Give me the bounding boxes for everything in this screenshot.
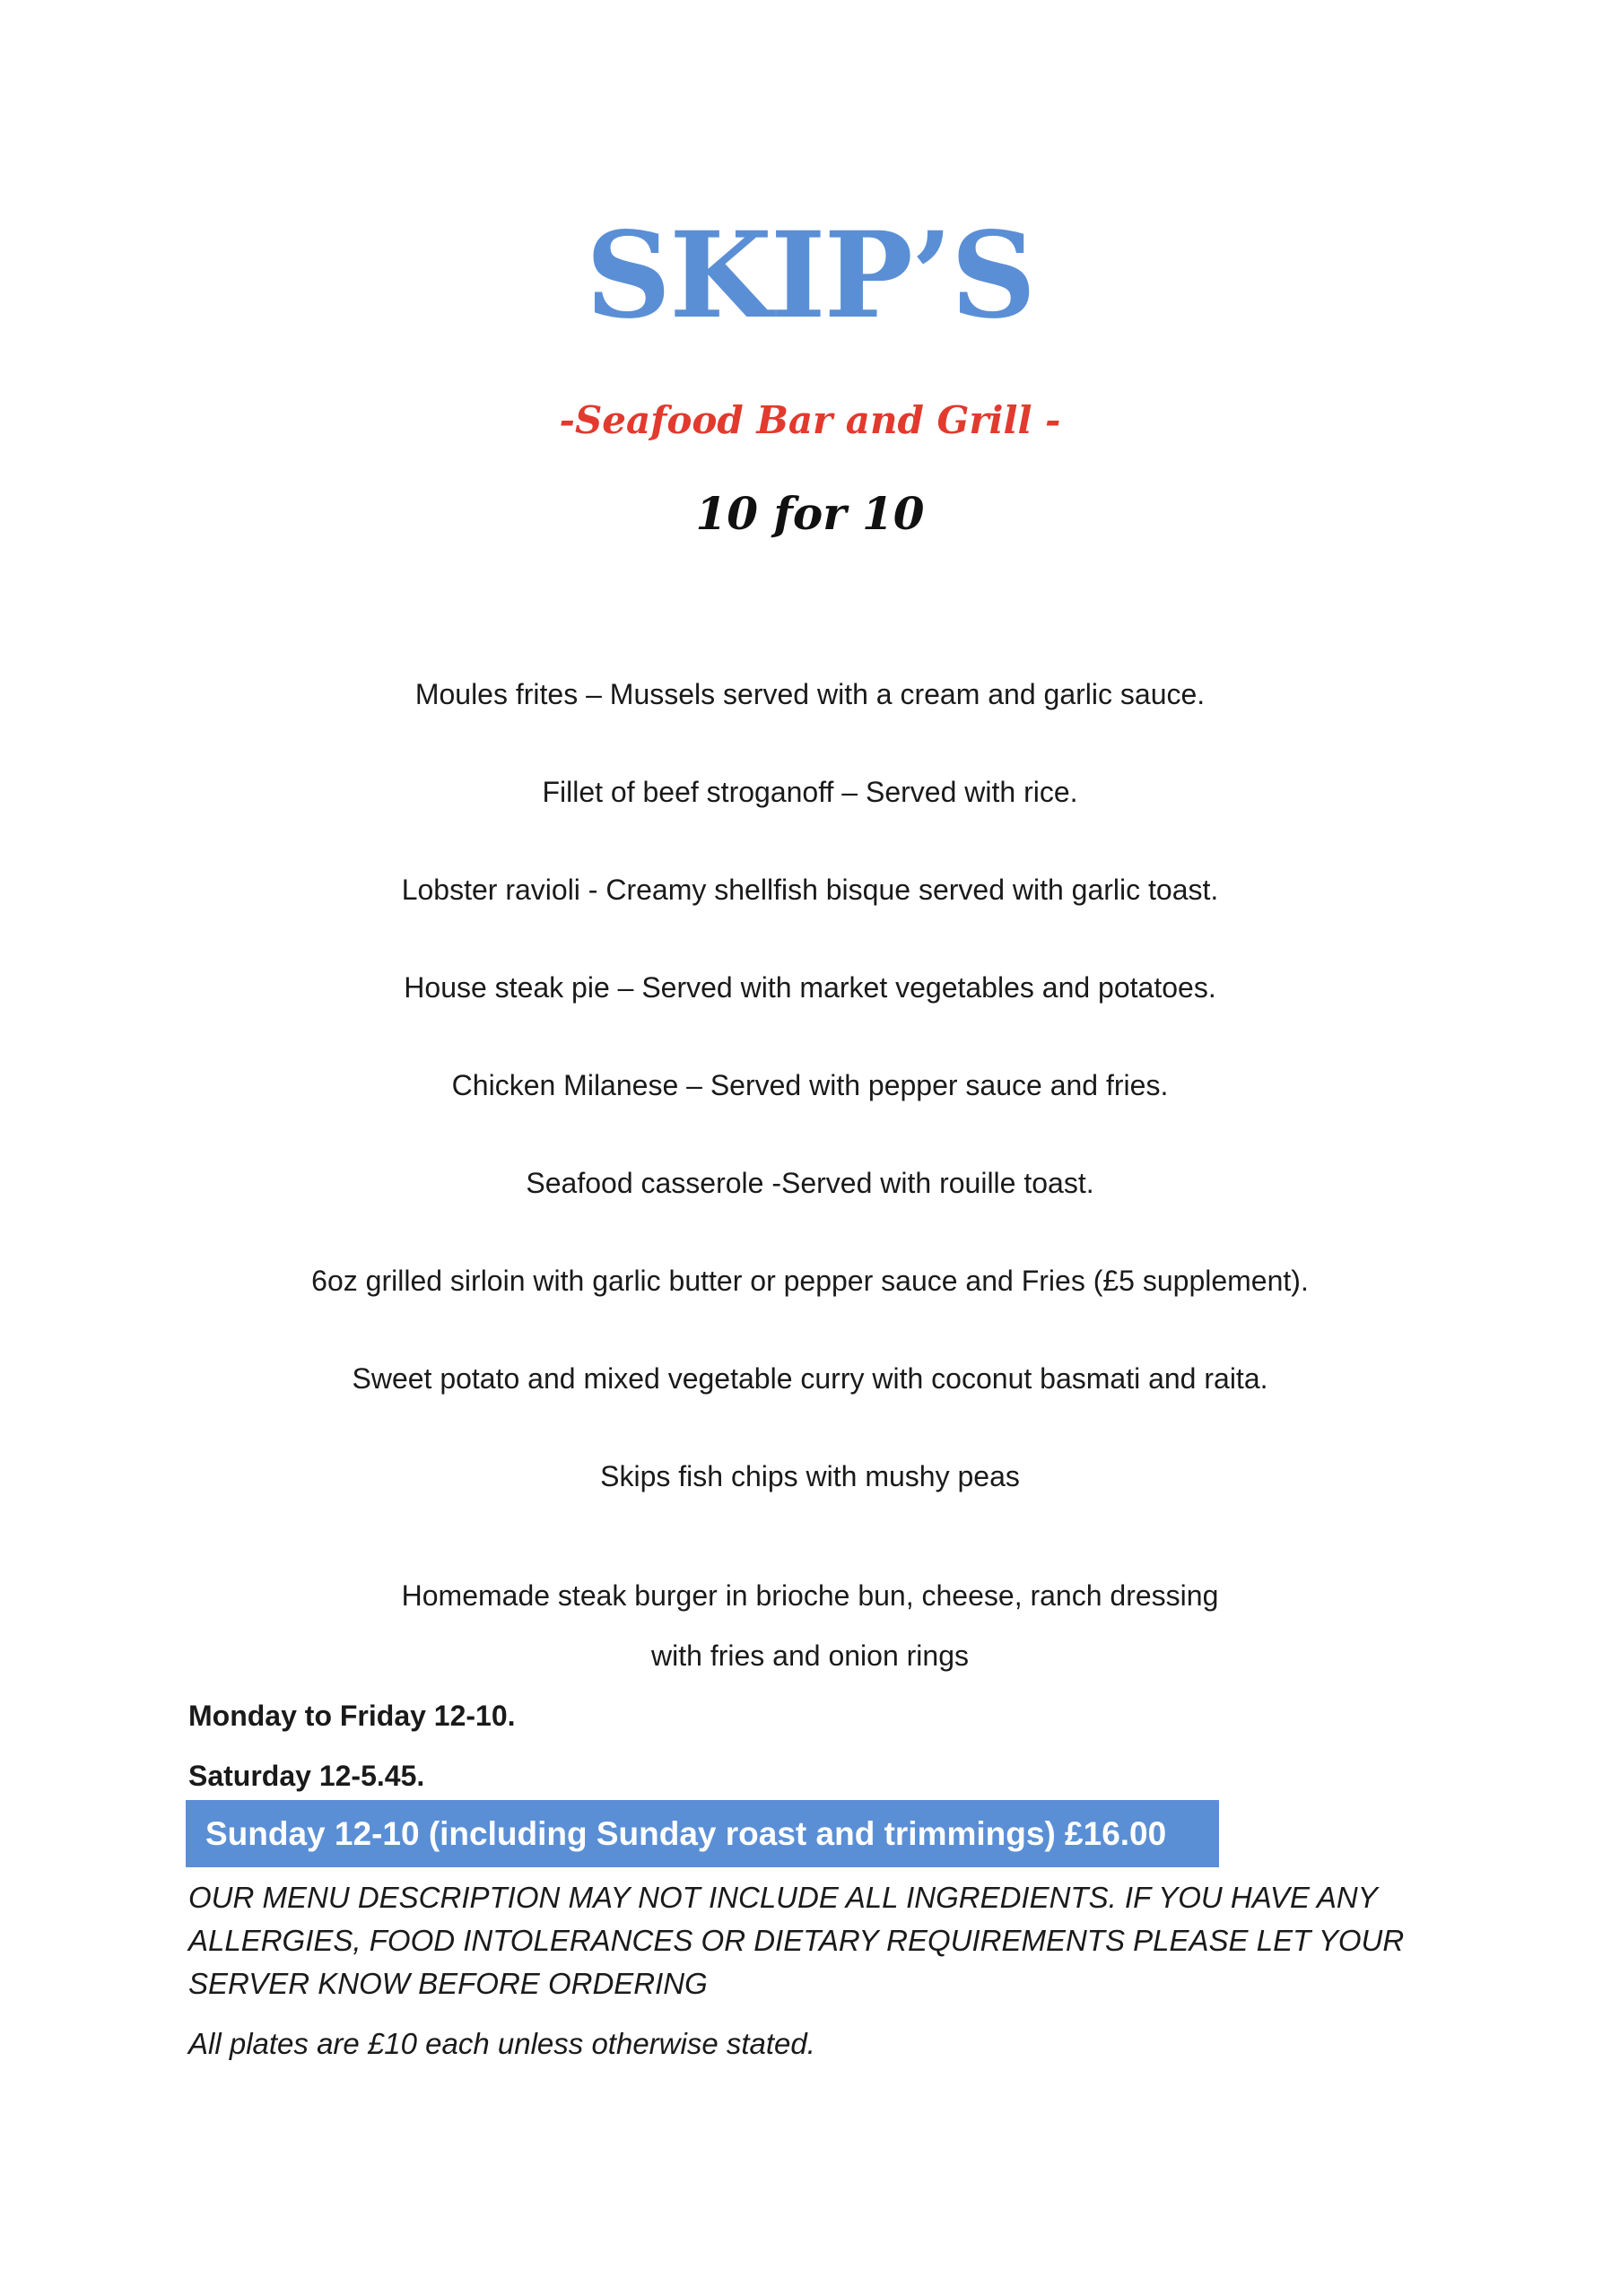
menu-item-moules-frites: Moules frites – Mussels served with a cream and garlic sauce.: [414, 678, 1206, 710]
menu-item-chicken-milanese: Chicken Milanese – Served with pepper sauce and fries.: [451, 1069, 1169, 1101]
menu-item-steak-burger: Homemade steak burger in brioche bun, cheese, ranch dressing: [401, 1579, 1219, 1612]
restaurant-logo: SKIP’S: [585, 206, 1035, 345]
allergy-notice: OUR MENU DESCRIPTION MAY NOT INCLUDE ALL INGREDIENTS. IF YOU HAVE ANY ALLERGIES, FOOD INTOLERANCES OR DIETARY REQUIREMENTS PLEASE LET YOUR SERVER KNOW BEFORE ORDERING: [188, 1881, 1405, 2000]
menu-item-beef-stroganoff: Fillet of beef stroganoff – Served with rice.: [542, 776, 1078, 808]
menu-item-fish-chips: Skips fish chips with mushy peas: [600, 1460, 1020, 1492]
price-notice: All plates are £10 each unless otherwise stated.: [188, 2027, 815, 2060]
hours-saturday: Saturday 12-5.45.: [188, 1760, 425, 1792]
menu-item-seafood-casserole: Seafood casserole -Served with rouille toast.: [526, 1167, 1094, 1199]
hours-weekday: Monday to Friday 12-10.: [188, 1700, 516, 1732]
menu-item-steak-burger-continued: with fries and onion rings: [651, 1639, 969, 1672]
menu-item-grilled-sirloin: 6oz grilled sirloin with garlic butter or pepper sauce and Fries (£5 supplement).: [311, 1265, 1309, 1297]
menu-subtitle: 10 for 10: [695, 487, 925, 540]
sunday-banner: Sunday 12-10 (including Sunday roast and trimmings) £16.00: [186, 1800, 1219, 1867]
restaurant-tagline: -Seafood Bar and Grill -: [559, 398, 1061, 442]
menu-item-vegetable-curry: Sweet potato and mixed vegetable curry with coconut basmati and raita.: [352, 1362, 1268, 1395]
menu-item-house-steak-pie: House steak pie – Served with market vegetables and potatoes.: [404, 971, 1216, 1004]
menu-item-lobster-ravioli: Lobster ravioli - Creamy shellfish bisque served with garlic toast.: [401, 874, 1219, 906]
